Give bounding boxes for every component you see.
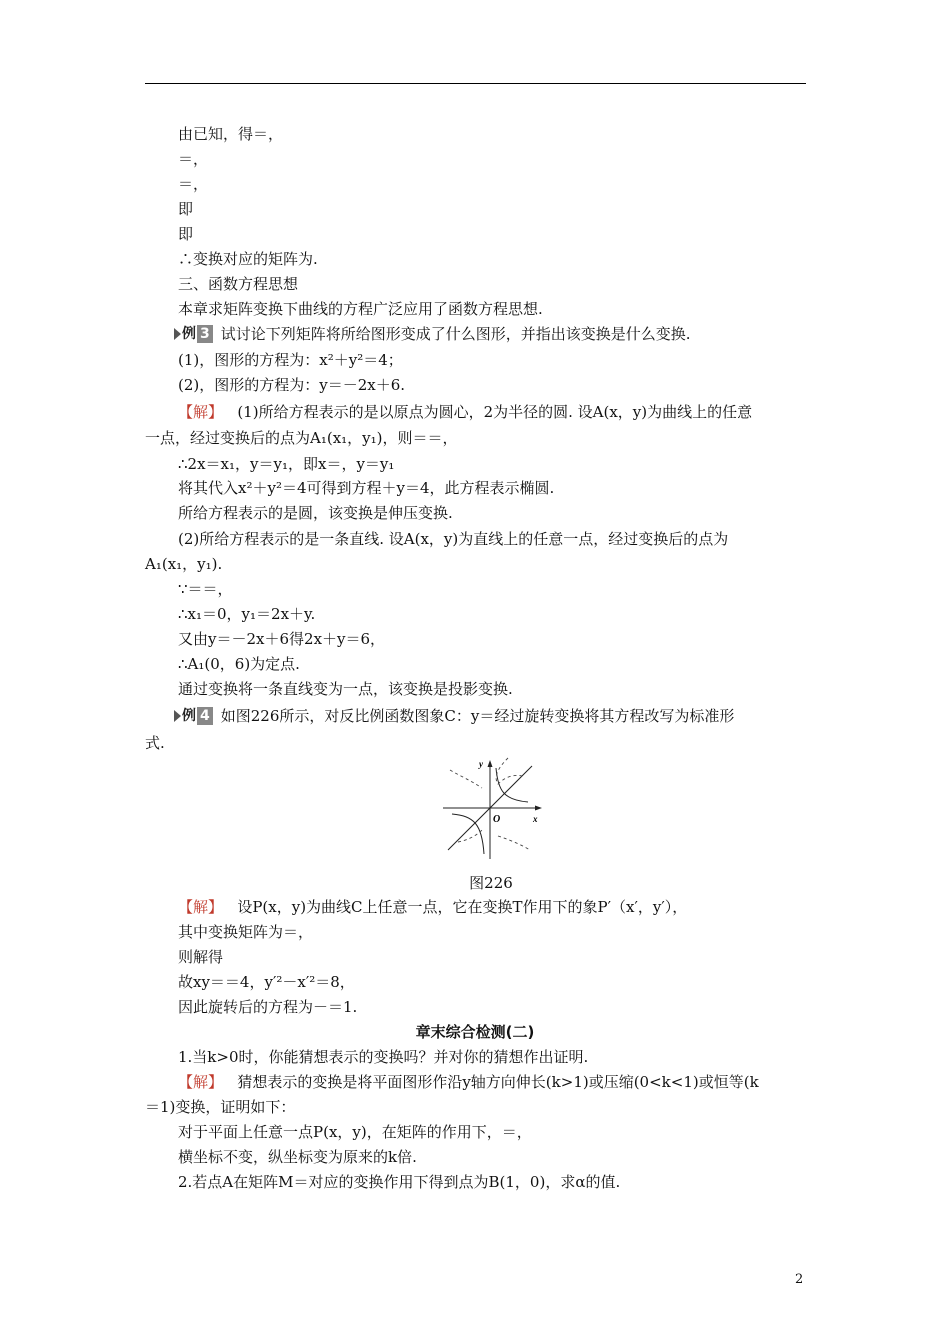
text-line: ∴2x＝x₁，y＝y₁，即x＝，y＝y₁ xyxy=(178,455,395,473)
hyperbola-figure xyxy=(438,756,544,862)
x-axis-label: x xyxy=(533,814,538,824)
example-4-text: 如图226所示，对反比例函数图象C：y＝经过旋转变换将其方程改写为标准形 xyxy=(220,707,735,725)
text-line: 对于平面上任意一点P(x，y)，在矩阵的作用下，＝， xyxy=(178,1123,532,1141)
solution-label: 【解】 xyxy=(178,898,224,916)
arrow-icon xyxy=(174,710,181,722)
text-line: ∵＝＝， xyxy=(178,580,233,598)
text-line: ＝1)变换，证明如下： xyxy=(145,1098,296,1116)
text-line: 即 xyxy=(178,200,194,218)
figure-caption: 图226 xyxy=(469,874,513,892)
solution-4-line: 【解】 设P(x，y)为曲线C上任意一点，它在变换T作用下的象P′（x′，y′）， xyxy=(178,898,688,916)
header-rule xyxy=(145,83,806,84)
text-line: (2)所给方程表示的是一条直线. 设A(x，y)为直线上的任意一点，经过变换后的点为 xyxy=(178,530,729,548)
section-heading: 三、函数方程思想 xyxy=(178,275,299,293)
text-line: 一点，经过变换后的点为A₁(x₁，y₁)，则＝＝， xyxy=(145,429,458,447)
text-line: 故xy＝＝4，y′²－x′²＝8， xyxy=(178,973,355,991)
question-2: 2.若点A在矩阵M＝对应的变换作用下得到点为B(1，0)，求α的值. xyxy=(178,1173,621,1191)
chapter-review-heading: 章末综合检测(二) xyxy=(415,1023,535,1041)
origin-label: O xyxy=(493,814,501,825)
x-axis-arrow xyxy=(535,806,542,811)
hyperbola-branch-2 xyxy=(452,814,484,854)
text-line: ∴A₁(0，6)为定点. xyxy=(178,655,300,673)
text-line: 即 xyxy=(178,225,194,243)
text-line: 因此旋转后的方程为－＝1. xyxy=(178,998,358,1016)
example-3-line xyxy=(174,324,691,344)
text-line: 则解得 xyxy=(178,948,224,966)
example-3-badge: 例 3 xyxy=(174,325,213,343)
solution-label: 【解】 xyxy=(178,403,224,421)
text-line: 由已知，得＝， xyxy=(178,125,284,143)
example-4-badge: 例 4 xyxy=(174,707,213,725)
text-line: 通过变换将一条直线变为一点，该变换是投影变换. xyxy=(178,680,513,698)
text-line: 横坐标不变，纵坐标变为原来的k倍. xyxy=(178,1148,417,1166)
text-line: (2)，图形的方程为：y＝－2x＋6. xyxy=(178,376,406,394)
text-line: 本章求矩阵变换下曲线的方程广泛应用了函数方程思想. xyxy=(178,300,543,318)
text-line: ∴变换对应的矩阵为. xyxy=(178,250,318,268)
arrow-icon xyxy=(174,328,181,340)
text-line: (1)，图形的方程为：x²＋y²＝4； xyxy=(178,351,403,369)
text-line: ∴x₁＝0，y₁＝2x＋y. xyxy=(178,605,316,623)
example-3-text: 试讨论下列矩阵将所给图形变成了什么图形，并指出该变换是什么变换. xyxy=(220,325,691,343)
rotated-branch-upper-left xyxy=(450,770,482,788)
text-line: 又由y＝－2x＋6得2x＋y＝6， xyxy=(178,630,386,648)
text-line: ＝， xyxy=(178,150,209,168)
text-line: 所给方程表示的是圆，该变换是伸压变换. xyxy=(178,504,453,522)
example-4-line xyxy=(174,706,734,726)
y-axis-arrow xyxy=(488,760,493,767)
text-line: 将其代入x²＋y²＝4可得到方程＋y＝4，此方程表示椭圆. xyxy=(178,479,555,497)
text-line: ＝， xyxy=(178,175,209,193)
question-1: 1.当k>0时，你能猜想表示的变换吗？并对你的猜想作出证明. xyxy=(178,1048,589,1066)
text-line: 其中变换矩阵为＝， xyxy=(178,923,314,941)
solution-3-line: 【解】 (1)所给方程表示的是以原点为圆心，2为半径的圆. 设A(x，y)为曲线上的任意 xyxy=(178,403,753,421)
page-number: 2 xyxy=(795,1272,804,1287)
y-axis-label: y xyxy=(479,759,483,769)
text-line: 式. xyxy=(145,734,165,752)
solution-5-line: 【解】 猜想表示的变换是将平面图形作沿y轴方向伸长(k>1)或压缩(0<k<1)或恒等(k xyxy=(178,1073,759,1091)
text-line: A₁(x₁，y₁). xyxy=(145,555,223,573)
rotated-branch-lower-right xyxy=(498,836,530,850)
solution-label: 【解】 xyxy=(178,1073,224,1091)
